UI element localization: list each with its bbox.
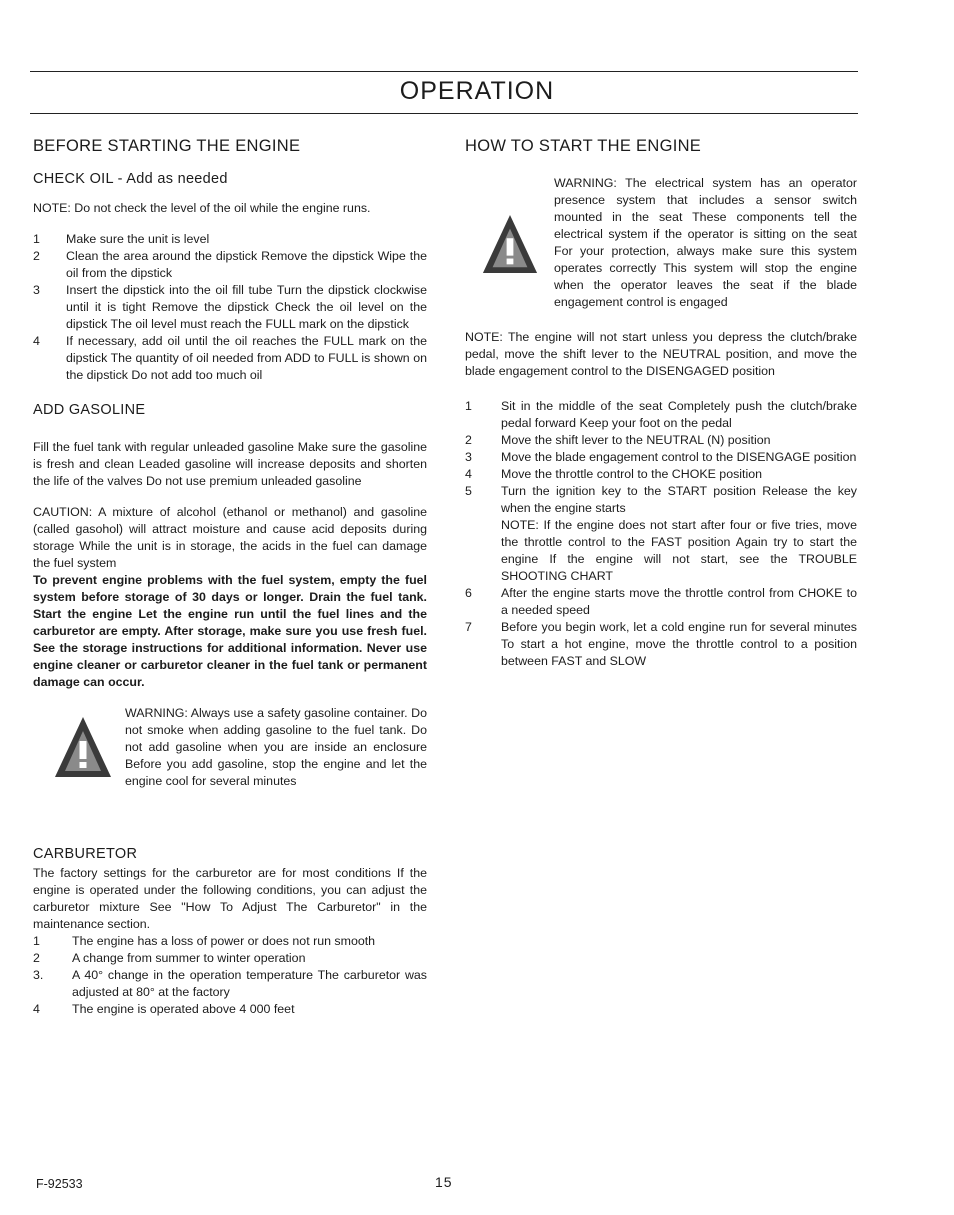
gasoline-warning-text: WARNING: Always use a safety gasoline container. Do not smoke when adding gasoline to the fuel tank. Do not add gasoline when you are inside an enclosure Before you add gasoline, stop the engine and let the engine cool for several minutes <box>125 706 427 788</box>
check-oil-note: NOTE: Do not check the level of the oil while the engine runs. <box>33 201 371 215</box>
list-item: 3. A 40° change in the operation temperature The carburetor was adjusted at 80° at the factory <box>33 968 427 999</box>
list-item: 4 Move the throttle control to the CHOKE position <box>465 467 763 481</box>
list-item: 7 Before you begin work, let a cold engine run for several minutes To start a hot engine, move the throttle control to a position between FAST and SLOW <box>465 620 857 668</box>
warning-triangle-icon <box>33 705 125 786</box>
left-column <box>33 138 427 1018</box>
list-item: 2 Clean the area around the dipstick Remove the dipstick Wipe the oil from the dipstick <box>33 249 427 280</box>
gasoline-paragraph: Fill the fuel tank with regular unleaded gasoline Make sure the gasoline is fresh and clean Leaded gasoline will increase deposits and shorten the life of the valves Do not use premium unleaded gasoline <box>33 440 427 488</box>
how-to-start-heading: HOW TO START THE ENGINE <box>465 137 702 155</box>
carburetor-steps <box>33 933 427 1018</box>
list-item: 1 Sit in the middle of the seat Completely push the clutch/brake pedal forward Keep your foot on the pedal <box>465 399 857 430</box>
list-item: 1 Make sure the unit is level <box>33 232 210 246</box>
list-item: 4 If necessary, add oil until the oil reaches the FULL mark on the dipstick The quantity of oil needed from ADD to FULL is shown on the dipstick Do not add too much oil <box>33 334 427 382</box>
check-oil-heading: CHECK OIL - Add as needed <box>33 171 228 187</box>
top-rule <box>30 71 858 72</box>
step-5-note: NOTE: If the engine does not start after four or five tries, move the throttle control to the FAST position Again try to start the engine If the engine will not start, see the TROUBLE SHOOTING CHART <box>501 518 857 583</box>
document-code: F-92533 <box>36 1177 83 1191</box>
list-item: 4 The engine is operated above 4 000 feet <box>33 1002 295 1016</box>
list-item: 2 Move the shift lever to the NEUTRAL (N) position <box>465 433 771 447</box>
list-item: 3 Move the blade engagement control to the DISENGAGE position <box>465 450 857 464</box>
operator-presence-warning-text: WARNING: The electrical system has an operator presence system that includes a sensor switch mounted in the seat These components tell the electrical system if the operator is sitting on the seat For your protection, always make sure this system operates correctly This system will stop the engine when the operator leaves the seat if the blade engagement control is engaged <box>554 176 857 309</box>
start-steps <box>465 398 857 670</box>
carburetor-heading: CARBURETOR <box>33 846 138 862</box>
gasoline-warning <box>33 705 427 790</box>
title-rule <box>30 113 858 114</box>
page-title: OPERATION <box>399 77 555 105</box>
list-item: 2 A change from summer to winter operation <box>33 951 306 965</box>
warning-triangle-icon <box>465 175 554 282</box>
list-item: 1 The engine has a loss of power or does not run smooth <box>33 934 376 948</box>
gasohol-caution: CAUTION: A mixture of alcohol (ethanol or methanol) and gasoline (called gasohol) will attract moisture and cause acid deposits during storage While the unit is in storage, the acids in the fuel can damage the fuel system <box>33 505 427 570</box>
check-oil-steps <box>33 231 427 384</box>
before-starting-heading: BEFORE STARTING THE ENGINE <box>33 137 301 155</box>
start-note: NOTE: The engine will not start unless you depress the clutch/brake pedal, move the shift lever to the NEUTRAL position, and move the blade engagement control to the DISENGAGED position <box>465 330 857 378</box>
right-column <box>465 138 857 670</box>
list-item: 5 Turn the ignition key to the START position Release the key when the engine starts NOTE: If the engine does not start after four or five tries, move the throttle control to the FAST position Again try to start the engine If the engine will not start, see the TROUBLE SHOOTING CHART <box>465 484 857 583</box>
list-item: 3 Insert the dipstick into the oil fill tube Turn the dipstick clockwise until it is tight Remove the dipstick Check the oil level on the dipstick The oil level must reach the FULL mark on the dipstick <box>33 283 427 331</box>
list-item: 6 After the engine starts move the throttle control from CHOKE to a needed speed <box>465 586 857 617</box>
add-gasoline-heading: ADD GASOLINE <box>33 402 146 418</box>
page-number: 15 <box>435 1174 453 1190</box>
storage-paragraph: To prevent engine problems with the fuel system, empty the fuel system before storage of 30 days or longer. Drain the fuel tank. Start the engine Let the engine run until the fuel lines and the carburetor are empty. After storage, make sure you use fresh fuel. See the storage instructions for additional information. Never use engine cleaner or carburetor cleaner in the fuel tank or permanent damage can occur. <box>33 573 427 689</box>
operator-presence-warning <box>465 175 857 311</box>
carburetor-paragraph: The factory settings for the carburetor are for most conditions If the engine is operated under the following conditions, you can adjust the carburetor mixture See "How To Adjust The Carburetor" in the maintenance section. <box>33 866 427 931</box>
